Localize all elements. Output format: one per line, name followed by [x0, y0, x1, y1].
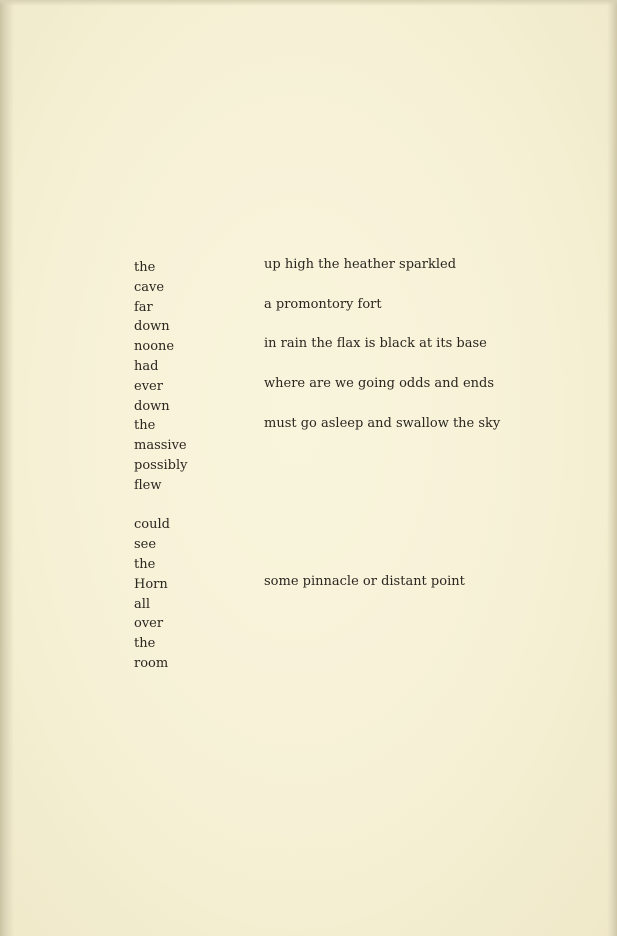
poem-left-line: had	[134, 358, 159, 374]
poem-left-line: room	[134, 655, 169, 671]
poem-right-line: must go asleep and swallow the sky	[264, 416, 501, 431]
poem-left-line: the	[134, 556, 156, 572]
poem-left-line: possibly	[134, 457, 188, 473]
poem-left-line: over	[134, 616, 164, 632]
poem-left-line: cave	[134, 279, 165, 295]
poem-left-line: see	[134, 537, 157, 553]
poem-left-column	[134, 258, 187, 674]
poem-left-line: down	[134, 398, 170, 414]
poem-left-line: Horn	[134, 576, 168, 592]
poem-left-line: the	[134, 636, 156, 652]
poem-left-line: all	[134, 596, 151, 612]
page-left-edge-shadow	[0, 0, 14, 936]
poem-left-line: the	[134, 260, 156, 275]
poem-right-line: a promontory fort	[264, 297, 382, 312]
page-right-edge-shadow	[607, 0, 617, 936]
page-top-edge-shadow	[0, 0, 617, 6]
poem-left-line: ever	[134, 378, 163, 394]
poem-right-line: in rain the flax is black at its base	[264, 336, 487, 351]
stanza-break	[134, 496, 187, 516]
poem-right-line: some pinnacle or distant point	[264, 574, 465, 589]
poem-left-line: far	[134, 299, 153, 315]
poem-right-line: where are we going odds and ends	[264, 376, 495, 391]
poem-left-line: noone	[134, 339, 175, 355]
poem-left-line: could	[134, 517, 170, 533]
poem-left-line: massive	[134, 438, 187, 454]
poem-left-line: flew	[134, 477, 162, 493]
poem-left-line: the	[134, 418, 156, 434]
poem-left-line: down	[134, 319, 170, 335]
poem-right-line: up high the heather sparkled	[264, 257, 457, 272]
